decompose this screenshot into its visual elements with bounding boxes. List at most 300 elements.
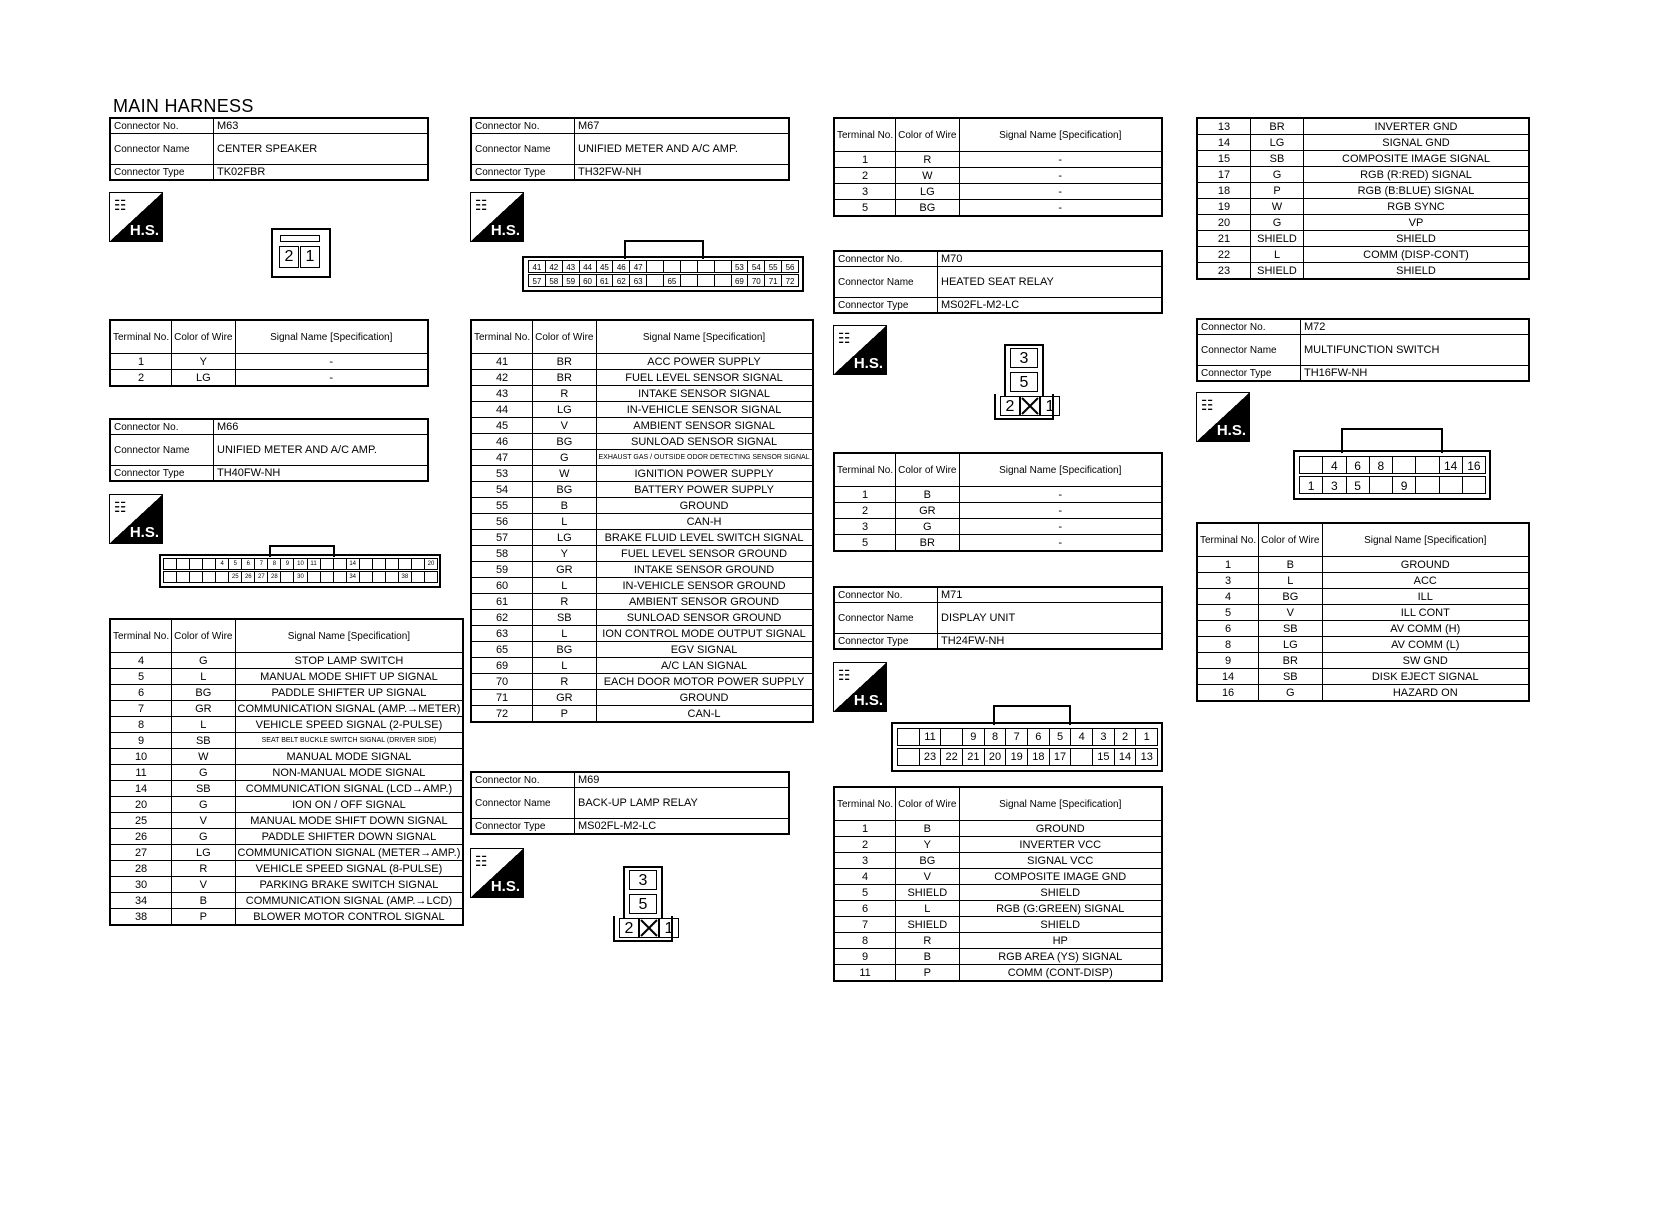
signal-cell: INTAKE SENSOR GROUND (596, 562, 813, 578)
label-connector-no: Connector No. (834, 587, 938, 603)
color-cell: G (172, 829, 235, 845)
pin-cell: 20 (424, 558, 438, 570)
terminal-cell: 23 (1197, 263, 1251, 280)
color-cell: GR (533, 562, 596, 578)
signal-cell: MANUAL MODE SHIFT DOWN SIGNAL (235, 813, 463, 829)
pin-cell (176, 571, 190, 583)
signal-cell: COMMUNICATION SIGNAL (AMP.→METER) (235, 701, 463, 717)
signal-cell: - (959, 503, 1162, 519)
pin-cell: 9 (1392, 476, 1416, 494)
table-row (1197, 118, 1529, 135)
label-connector-name: Connector Name (471, 134, 575, 165)
pin-cell (1462, 476, 1486, 494)
th-signal: Signal Name [Specification] (959, 118, 1162, 152)
signal-cell: EGV SIGNAL (596, 642, 813, 658)
color-cell: SB (172, 781, 235, 797)
signal-cell: CAN-L (596, 706, 813, 723)
connector-glyph-icon: ☷ (114, 499, 127, 515)
table-row (834, 853, 1162, 869)
label-connector-no: Connector No. (471, 772, 575, 788)
terminal-cell: 18 (1197, 183, 1251, 199)
color-cell: B (896, 949, 959, 965)
th-terminal: Terminal No. (834, 453, 896, 487)
pin-cell: 59 (562, 274, 580, 287)
label-connector-no: Connector No. (110, 118, 214, 134)
connector-name-value: HEATED SEAT RELAY (938, 267, 1163, 298)
terminal-cell: 5 (1197, 605, 1259, 621)
signal-cell: ACC POWER SUPPLY (596, 354, 813, 370)
terminal-cell: 62 (471, 610, 533, 626)
table-row (471, 546, 813, 562)
pin-cell (320, 558, 334, 570)
hs-label: H.S. (129, 222, 159, 239)
color-cell: V (172, 813, 235, 829)
terminal-cell: 5 (834, 885, 896, 901)
color-cell: Y (896, 837, 959, 853)
table-row (471, 466, 813, 482)
th-color: Color of Wire (172, 619, 235, 653)
connector-glyph-icon: ☷ (838, 330, 851, 346)
pin-cell: 5 (228, 558, 242, 570)
table-row (834, 168, 1162, 184)
pin-cell: 5 (1049, 728, 1072, 746)
terminal-cell: 20 (1197, 215, 1251, 231)
color-cell: R (896, 152, 959, 168)
color-cell: G (172, 765, 235, 781)
pin-cell: 17 (1049, 748, 1072, 766)
color-cell: LG (896, 184, 959, 200)
color-cell: G (172, 797, 235, 813)
terminal-cell: 63 (471, 626, 533, 642)
terminal-cell: 5 (834, 200, 896, 217)
terminal-cell: 6 (1197, 621, 1259, 637)
color-cell: G (533, 450, 596, 466)
terminal-cell: 8 (1197, 637, 1259, 653)
label-connector-type: Connector Type (834, 634, 938, 650)
terminal-table-m71 (833, 786, 1163, 982)
table-row (471, 642, 813, 658)
pin-cell: 14 (1439, 456, 1463, 474)
th-signal: Signal Name [Specification] (235, 320, 428, 354)
th-signal: Signal Name [Specification] (1322, 523, 1529, 557)
color-cell: B (1259, 557, 1322, 573)
signal-cell: COMPOSITE IMAGE GND (959, 869, 1162, 885)
pin-cell: 72 (781, 274, 799, 287)
pin-cell: 5 (629, 894, 657, 914)
terminal-cell: 22 (1197, 247, 1251, 263)
pin-cell: 6 (1027, 728, 1050, 746)
table-row (471, 610, 813, 626)
pin-cell: 8 (1369, 456, 1393, 474)
table-row (471, 562, 813, 578)
signal-cell: COMPOSITE IMAGE SIGNAL (1304, 151, 1530, 167)
pin-cell: 58 (545, 274, 563, 287)
color-cell: L (1251, 247, 1304, 263)
hs-label: H.S. (853, 692, 883, 709)
connector-latch (269, 545, 335, 557)
connector-type-value: MS02FL-M2-LC (575, 819, 790, 835)
signal-cell: ACC (1322, 573, 1529, 589)
pin-cell: 44 (579, 260, 597, 273)
terminal-table-m70 (833, 452, 1163, 552)
signal-cell: BRAKE FLUID LEVEL SWITCH SIGNAL (596, 530, 813, 546)
pin-cell: 54 (747, 260, 765, 273)
pin-cell: 41 (528, 260, 546, 273)
pin-cell (663, 260, 681, 273)
connector-latch (1341, 428, 1443, 453)
signal-cell: A/C LAN SIGNAL (596, 658, 813, 674)
connector-glyph-icon: ☷ (475, 853, 488, 869)
table-row (834, 535, 1162, 552)
signal-cell: GROUND (959, 821, 1162, 837)
signal-cell: ILL (1322, 589, 1529, 605)
color-cell: V (172, 877, 235, 893)
terminal-cell: 60 (471, 578, 533, 594)
signal-cell: FUEL LEVEL SENSOR SIGNAL (596, 370, 813, 386)
table-row (471, 706, 813, 723)
connector-diagram-m67 (522, 256, 804, 292)
terminal-cell: 7 (834, 917, 896, 933)
signal-cell: SHIELD (959, 885, 1162, 901)
table-row (834, 885, 1162, 901)
signal-cell: VEHICLE SPEED SIGNAL (8-PULSE) (235, 861, 463, 877)
pin-cell (1299, 456, 1323, 474)
pin-cell (320, 571, 334, 583)
signal-cell: ILL CONT (1322, 605, 1529, 621)
pin-cell: 23 (919, 748, 942, 766)
terminal-cell: 11 (110, 765, 172, 781)
color-cell: LG (533, 530, 596, 546)
connector-info-m67 (470, 117, 790, 181)
signal-cell: FUEL LEVEL SENSOR GROUND (596, 546, 813, 562)
connector-type-value: TH32FW-NH (575, 165, 790, 181)
hs-icon (1196, 392, 1250, 442)
signal-cell: - (959, 168, 1162, 184)
pin-cell (897, 728, 920, 746)
signal-cell: PADDLE SHIFTER DOWN SIGNAL (235, 829, 463, 845)
signal-cell: - (959, 200, 1162, 217)
hs-icon (833, 662, 887, 712)
signal-cell: - (959, 152, 1162, 168)
table-row (1197, 637, 1529, 653)
pin-cell: 57 (528, 274, 546, 287)
terminal-cell: 1 (110, 354, 172, 370)
pin-cell: 38 (398, 571, 412, 583)
pin-cell: 22 (940, 748, 963, 766)
terminal-cell: 3 (834, 184, 896, 200)
hs-label: H.S. (490, 878, 520, 895)
signal-cell: - (959, 519, 1162, 535)
signal-cell: ION ON / OFF SIGNAL (235, 797, 463, 813)
pin-cell: 1 (1299, 476, 1323, 494)
terminal-cell: 14 (1197, 669, 1259, 685)
signal-cell: RGB (B:BLUE) SIGNAL (1304, 183, 1530, 199)
connector-info-m66 (109, 418, 429, 482)
connector-glyph-icon: ☷ (475, 197, 488, 213)
table-row (1197, 557, 1529, 573)
signal-cell: - (959, 535, 1162, 552)
label-connector-name: Connector Name (834, 267, 938, 298)
table-row (1197, 215, 1529, 231)
terminal-cell: 2 (834, 503, 896, 519)
th-color: Color of Wire (896, 787, 959, 821)
terminal-cell: 61 (471, 594, 533, 610)
pin-cell: 4 (1322, 456, 1346, 474)
pin-cell (385, 558, 399, 570)
signal-cell: AV COMM (L) (1322, 637, 1529, 653)
table-row (1197, 573, 1529, 589)
signal-cell: PADDLE SHIFTER UP SIGNAL (235, 685, 463, 701)
terminal-cell: 55 (471, 498, 533, 514)
pin-cell (1439, 476, 1463, 494)
pin-cell (697, 260, 715, 273)
signal-cell: RGB (R:RED) SIGNAL (1304, 167, 1530, 183)
pin-cell: 5 (1346, 476, 1370, 494)
label-connector-type: Connector Type (1197, 366, 1301, 382)
table-row (471, 434, 813, 450)
pin-cell (280, 571, 294, 583)
terminal-cell: 14 (1197, 135, 1251, 151)
terminal-cell: 11 (834, 965, 896, 982)
blank-cavity-x (1020, 396, 1040, 416)
pin-cell: 13 (1135, 748, 1158, 766)
th-signal: Signal Name [Specification] (596, 320, 813, 354)
terminal-cell: 1 (1197, 557, 1259, 573)
page-title: MAIN HARNESS (113, 96, 254, 116)
pin-cell: 6 (241, 558, 255, 570)
pin-cell (202, 558, 216, 570)
connector-info-m63 (109, 117, 429, 181)
signal-cell: SIGNAL VCC (959, 853, 1162, 869)
color-cell: LG (1259, 637, 1322, 653)
table-row (1197, 685, 1529, 702)
label-connector-type: Connector Type (110, 466, 214, 482)
terminal-cell: 3 (1197, 573, 1259, 589)
table-row (834, 933, 1162, 949)
color-cell: P (172, 909, 235, 926)
pin-cell: 7 (254, 558, 268, 570)
terminal-cell: 7 (110, 701, 172, 717)
terminal-cell: 8 (110, 717, 172, 733)
signal-cell: SEAT BELT BUCKLE SWITCH SIGNAL (DRIVER SIDE) (235, 733, 463, 749)
terminal-table-m67 (470, 319, 814, 723)
signal-cell: AMBIENT SENSOR GROUND (596, 594, 813, 610)
pin-cell: 28 (267, 571, 281, 583)
table-row (110, 749, 463, 765)
terminal-cell: 16 (1197, 685, 1259, 702)
pin-cell: 11 (307, 558, 321, 570)
label-connector-name: Connector Name (110, 134, 214, 165)
table-row (834, 869, 1162, 885)
terminal-cell: 1 (834, 487, 896, 503)
color-cell: SB (1251, 151, 1304, 167)
signal-cell: SUNLOAD SENSOR SIGNAL (596, 434, 813, 450)
connector-no-value: M67 (575, 118, 790, 134)
signal-cell: CAN-H (596, 514, 813, 530)
th-terminal: Terminal No. (471, 320, 533, 354)
table-row (834, 200, 1162, 217)
pin-cell: 11 (919, 728, 942, 746)
connector-type-value: TH24FW-NH (938, 634, 1163, 650)
terminal-cell: 6 (834, 901, 896, 917)
connector-type-value: TH16FW-NH (1301, 366, 1530, 382)
pin-cell: 46 (612, 260, 630, 273)
color-cell: BR (533, 354, 596, 370)
signal-cell: COMM (DISP-CONT) (1304, 247, 1530, 263)
th-color: Color of Wire (172, 320, 235, 354)
signal-cell: SW GND (1322, 653, 1529, 669)
terminal-cell: 3 (834, 519, 896, 535)
terminal-cell: 10 (110, 749, 172, 765)
color-cell: G (1259, 685, 1322, 702)
hs-label: H.S. (1216, 422, 1246, 439)
table-row (1197, 669, 1529, 685)
color-cell: LG (1251, 135, 1304, 151)
color-cell: SHIELD (1251, 263, 1304, 280)
table-row (110, 861, 463, 877)
signal-cell: SHIELD (1304, 263, 1530, 280)
hs-icon (470, 192, 524, 242)
pin-cell (398, 558, 412, 570)
table-row (471, 658, 813, 674)
connector-name-value: BACK-UP LAMP RELAY (575, 788, 790, 819)
color-cell: Y (172, 354, 235, 370)
pin-cell: 1 (1040, 396, 1060, 416)
signal-cell: COMMUNICATION SIGNAL (LCD→AMP.) (235, 781, 463, 797)
terminal-cell: 9 (834, 949, 896, 965)
color-cell: B (533, 498, 596, 514)
table-row (471, 386, 813, 402)
terminal-cell: 57 (471, 530, 533, 546)
signal-cell: INVERTER VCC (959, 837, 1162, 853)
pin-cell: 14 (346, 558, 360, 570)
connector-no-value: M70 (938, 251, 1163, 267)
table-row (471, 626, 813, 642)
color-cell: SB (172, 733, 235, 749)
pin-cell: 3 (1092, 728, 1115, 746)
signal-cell: HP (959, 933, 1162, 949)
pin-cell: 21 (962, 748, 985, 766)
color-cell: W (896, 168, 959, 184)
pin-cell (1415, 476, 1439, 494)
pin-cell: 10 (293, 558, 307, 570)
th-signal: Signal Name [Specification] (235, 619, 463, 653)
pin-cell (307, 571, 321, 583)
pin-cell: 69 (731, 274, 749, 287)
signal-cell: - (959, 487, 1162, 503)
label-connector-name: Connector Name (834, 603, 938, 634)
pin-cell: 70 (747, 274, 765, 287)
label-connector-no: Connector No. (471, 118, 575, 134)
color-cell: BR (896, 535, 959, 552)
terminal-cell: 21 (1197, 231, 1251, 247)
table-row (110, 370, 428, 387)
color-cell: G (172, 653, 235, 669)
terminal-cell: 15 (1197, 151, 1251, 167)
terminal-cell: 41 (471, 354, 533, 370)
terminal-cell: 45 (471, 418, 533, 434)
terminal-cell: 3 (834, 853, 896, 869)
th-terminal: Terminal No. (834, 787, 896, 821)
pin-cell (1369, 476, 1393, 494)
pin-cell (940, 728, 963, 746)
color-cell: SHIELD (896, 917, 959, 933)
terminal-cell: 53 (471, 466, 533, 482)
terminal-cell: 26 (110, 829, 172, 845)
table-row (110, 354, 428, 370)
label-connector-type: Connector Type (471, 165, 575, 181)
table-row (1197, 199, 1529, 215)
label-connector-no: Connector No. (1197, 319, 1301, 335)
table-row (110, 765, 463, 781)
table-row (471, 674, 813, 690)
color-cell: BG (1259, 589, 1322, 605)
pin-cell: 55 (764, 260, 782, 273)
th-terminal: Terminal No. (834, 118, 896, 152)
pin-cell (424, 571, 438, 583)
terminal-cell: 58 (471, 546, 533, 562)
terminal-cell: 72 (471, 706, 533, 723)
connector-info-m70 (833, 250, 1163, 314)
color-cell: L (533, 658, 596, 674)
pin-cell: 1 (659, 918, 679, 938)
color-cell: BG (533, 482, 596, 498)
connector-no-value: M66 (214, 419, 429, 435)
pin-cell: 2 (619, 918, 639, 938)
terminal-cell: 69 (471, 658, 533, 674)
pin-cell (1415, 456, 1439, 474)
pin-cell: 65 (663, 274, 681, 287)
color-cell: BR (1251, 118, 1304, 135)
color-cell: G (1251, 167, 1304, 183)
terminal-cell: 4 (834, 869, 896, 885)
connector-glyph-icon: ☷ (1201, 397, 1214, 413)
terminal-cell: 34 (110, 893, 172, 909)
connector-no-value: M69 (575, 772, 790, 788)
signal-cell: GROUND (1322, 557, 1529, 573)
signal-cell: RGB SYNC (1304, 199, 1530, 215)
color-cell: W (1251, 199, 1304, 215)
signal-cell: BATTERY POWER SUPPLY (596, 482, 813, 498)
color-cell: GR (172, 701, 235, 717)
signal-cell: AMBIENT SENSOR SIGNAL (596, 418, 813, 434)
table-row (471, 354, 813, 370)
table-row (110, 717, 463, 733)
pin-cell: 9 (280, 558, 294, 570)
table-row (471, 530, 813, 546)
pin-cell: 3 (629, 870, 657, 890)
terminal-cell: 13 (1197, 118, 1251, 135)
signal-cell: INTAKE SENSOR SIGNAL (596, 386, 813, 402)
signal-cell: AV COMM (H) (1322, 621, 1529, 637)
table-row (1197, 167, 1529, 183)
color-cell: G (1251, 215, 1304, 231)
label-connector-name: Connector Name (110, 435, 214, 466)
color-cell: GR (896, 503, 959, 519)
signal-cell: VP (1304, 215, 1530, 231)
color-cell: L (1259, 573, 1322, 589)
pin-cell (215, 571, 229, 583)
signal-cell: MANUAL MODE SHIFT UP SIGNAL (235, 669, 463, 685)
color-cell: L (533, 578, 596, 594)
signal-cell: IN-VEHICLE SENSOR SIGNAL (596, 402, 813, 418)
terminal-cell: 1 (834, 821, 896, 837)
table-row (834, 503, 1162, 519)
connector-latch (280, 235, 320, 242)
signal-cell: NON-MANUAL MODE SIGNAL (235, 765, 463, 781)
terminal-cell: 54 (471, 482, 533, 498)
th-terminal: Terminal No. (110, 619, 172, 653)
